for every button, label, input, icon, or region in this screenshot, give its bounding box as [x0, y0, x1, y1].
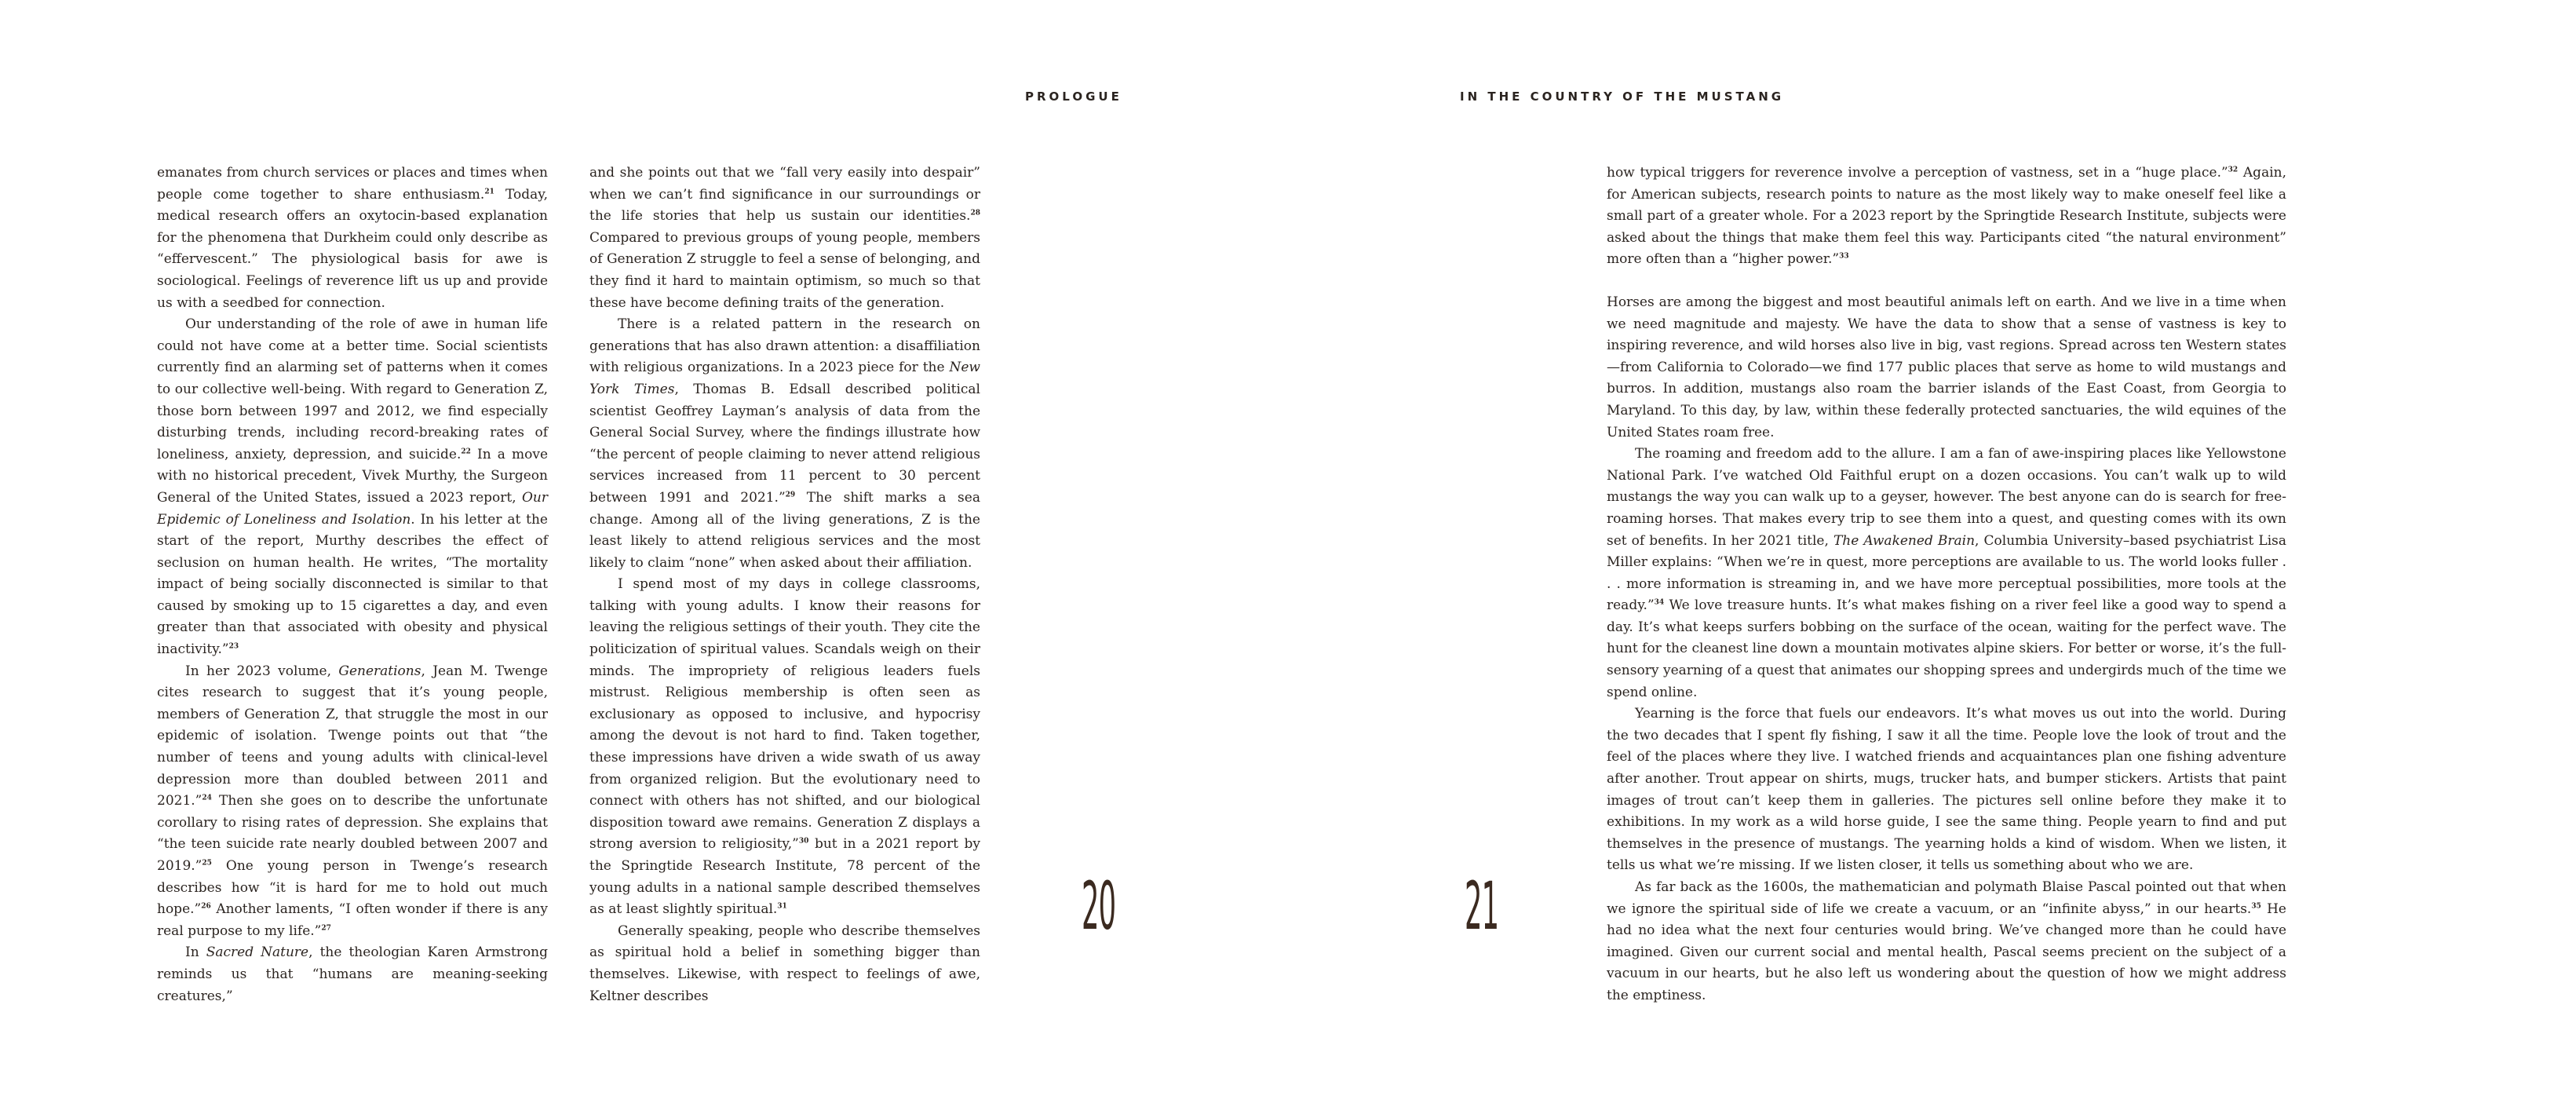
text-run: , Jean M. Twenge cites research to suggest that it’s young people, members of Generation Z, that struggle the most in our epidemic of isolation. Twenge points out that “the number of teens and young adults with clinical-level depression more than doubled between 2011 and 2021.” — [157, 663, 548, 809]
paragraph — [1607, 703, 2286, 877]
text-run: We love treasure hunts. It’s what makes fishing on a river feel like a good way to spend a day. It’s what keeps surfers bobbing on the surface of the ocean, waiting for the perfect wave. The hunt for the cleanest line down a mountain motivates alpine skiers. For better or worse, it’s the full-sensory yearning of a quest that animates our shopping sprees and undergirds much of the time we spend online. — [1607, 597, 2286, 700]
footnote-ref: 33 — [1839, 252, 1849, 261]
text-run: . In his letter at the start of the report, Murthy describes the effect of seclusion on human health. He writes, “The mortality impact of being socially disconnected is similar to that caused by smoking up to 15 cigarettes a day, and even greater than that associated with obesity and physical inactivity.” — [157, 511, 548, 658]
paragraph — [589, 574, 980, 921]
text-run: There is a related pattern in the research on generations that has also drawn attention: a disaffiliation with religious organizations. In a 2023 piece for the — [589, 316, 980, 376]
text-run: Horses are among the biggest and most beautiful animals left on earth. And we live in a time when we need magnitude and majesty. We have the data to show that a sense of vastness is key to inspiring reverence, and wild horses also live in big, vast regions. Spread across ten Western states—from California to Colorado—we find 177 public places that serve as home to wild mustangs and burros. In addition, mustangs also roam the barrier islands of the East Coast, from Georgia to Maryland. To this day, by law, within these federally protected sanctuaries, the wild equines of the United States roam free. — [1607, 294, 2286, 440]
page-number-right: 21 — [1465, 868, 1499, 944]
text-run: In — [185, 944, 206, 961]
footnote-ref: 24 — [202, 794, 212, 802]
running-head-left: PROLOGUE — [1025, 90, 1122, 104]
footnote-ref: 34 — [1654, 598, 1665, 607]
text-run: how typical triggers for reverence involve a perception of vastness, set in a “huge place.” — [1607, 165, 2228, 181]
text-run: , the theologian Karen Armstrong reminds us that “humans are meaning-seeking creatures,” — [157, 944, 548, 1004]
footnote-ref: 30 — [798, 837, 809, 846]
page-number-left: 20 — [1082, 868, 1116, 944]
paragraph — [1607, 877, 2286, 1007]
footnote-ref: 31 — [777, 902, 787, 911]
text-run: One young person in Twenge’s research describes how “it is hard for me to hold out much hope.” — [157, 858, 548, 918]
paragraph — [589, 314, 980, 574]
left-page-column-2 — [589, 163, 980, 1007]
paragraph — [157, 314, 548, 661]
paragraph — [157, 661, 548, 943]
text-run: , Columbia University–based psychiatrist Lisa Miller explains: “When we’re in quest, more perceptions are available to us. The world looks fuller . . . more information is streaming in, and we have more perceptual possibilities, more tools at the ready.” — [1607, 532, 2287, 614]
paragraph — [589, 163, 980, 314]
text-run: As far back as the 1600s, the mathematician and polymath Blaise Pascal pointed out that when we ignore the spiritual side of life we create a vacuum, or an “infinite abyss,” in our hearts. — [1607, 879, 2286, 917]
footnote-ref: 23 — [228, 642, 239, 651]
text-run: Yearning is the force that fuels our endeavors. It’s what moves us out into the world. During the two decades that I spent fly fishing, I saw it all the time. People love the look of trout and the feel of the places where they live. I watched friends and acquaintances plan one fishing adventure after another. Trout appear on shirts, mugs, trucker hats, and bumper stickers. Artists that paint images of trout can’t keep them in galleries. The pictures sell online before they make it to exhibitions. In my work as a wild horse guide, I see the same thing. People yearn to find and put themselves in the presence of mustangs. The yearning holds a kind of wisdom. When we listen, it tells us what we’re missing. If we listen closer, it tells us something about who we are. — [1607, 706, 2286, 874]
paragraph — [157, 942, 548, 1007]
footnote-ref: 27 — [321, 924, 331, 933]
footnote-ref: 29 — [785, 491, 796, 499]
text-run: In a move with no historical precedent, Vivek Murthy, the Surgeon General of the United States, issued a 2023 report, — [157, 446, 549, 506]
right-page-column — [1607, 163, 2286, 1007]
left-page-column-1 — [157, 163, 548, 1007]
text-run: Compared to previous groups of young people, members of Generation Z struggle to feel a sense of belonging, and they find it hard to maintain optimism, so much so that these have become defining traits of the generation. — [589, 229, 980, 311]
text-run: Our understanding of the role of awe in human life could not have come at a better time. Social scientists currently find an alarming set of patterns when it comes to our collective well-being. With regard to Generation Z, those born between 1997 and 2012, we find especially disturbing trends, including record-breaking rates of loneliness, anxiety, depression, and suicide. — [157, 316, 548, 462]
running-head-right: IN THE COUNTRY OF THE MUSTANG — [1460, 90, 1785, 104]
footnote-ref: 35 — [2251, 901, 2261, 910]
text-run: Another laments, “I often wonder if there is any real purpose to my life.” — [157, 901, 548, 939]
paragraph — [589, 921, 980, 1007]
footnote-ref: 25 — [202, 859, 212, 868]
text-run: He had no idea what the next four centuries would bring. We’ve changed more than he could have imagined. Given our current social and mental health, Pascal seems precient on the subject of a vacuum in our hearts, but he also left us wondering about the question of how we might address the emptiness. — [1607, 901, 2286, 1003]
footnote-ref: 26 — [201, 902, 211, 911]
text-run: Today, medical research offers an oxytocin-based explanation for the phenomena that Durkheim could only describe as “effervescent.” The physiological basis for awe is sociological. Feelings of reverence lift us up and provide us with a seedbed for connection. — [157, 186, 548, 311]
italic-title: The Awakened Brain — [1833, 532, 1976, 549]
paragraph — [157, 163, 548, 314]
text-run: The roaming and freedom add to the allure. I am a fan of awe-inspiring places like Yellowstone National Park. I’ve watched Old Faithful erupt on a dozen occasions. You can’t walk up to wild mustangs the way you can walk up to a geyser, however. The best anyone can do is search for free-roaming horses. That makes every trip to see them into a quest, and questing comes with its own set of benefits. In her 2021 title, — [1607, 446, 2286, 549]
text-run: Generally speaking, people who describe themselves as spiritual hold a belief in something bigger than themselves. Likewise, with respect to feelings of awe, Keltner describes — [589, 922, 980, 1004]
text-run: I spend most of my days in college classrooms, talking with young adults. I know their reasons for leaving the religious settings of their youth. They cite the politicization of spiritual values. Scandals weigh on their minds. The impropriety of religious leaders fuels mistrust. Religious membership is often seen as exclusionary as opposed to inclusive, and hypocrisy among the devout is not hard to find. Taken together, these impressions have driven a wide swath of us away from organized religion. But the evolutionary need to connect with others has not shifted, and our biological disposition toward awe remains. Generation Z displays a strong aversion to religiosity,” — [589, 576, 980, 853]
text-run: and she points out that we “fall very easily into despair” when we can’t find significance in our surroundings or the life stories that help us sustain our identities. — [589, 165, 980, 225]
footnote-ref: 28 — [970, 209, 980, 217]
text-run: , Thomas B. Edsall described political scientist Geoffrey Layman’s analysis of data from the General Social Survey, where the findings illustrate how “the percent of people claiming to never attend religious services increased from 11 percent to 30 percent between 1991 and 2021.” — [589, 381, 980, 506]
italic-title: Sacred Nature — [206, 944, 309, 961]
footnote-ref: 21 — [484, 187, 494, 195]
paragraph — [1607, 292, 2286, 444]
footnote-ref: 22 — [461, 448, 471, 456]
text-run: The shift marks a sea change. Among all of the living generations, Z is the least likely to attend religious services and the most likely to claim “none” when asked about their affiliation. — [589, 489, 980, 571]
italic-title: Our Epidemic of Loneliness and Isolation — [157, 489, 548, 528]
paragraph — [1607, 163, 2286, 271]
text-run: emanates from church services or places and times when people come together to share enthusiasm. — [157, 165, 548, 203]
italic-title: New York Times — [589, 360, 980, 397]
paragraph — [1607, 444, 2286, 703]
text-run: Again, for American subjects, research points to nature as the most likely way to make oneself feel like a small part of a greater whole. For a 2023 report by the Springtide Research Institute, subjects were asked about the things that make them feel this way. Participants cited “the natural environment” more often than a “higher power.” — [1607, 165, 2286, 268]
text-run: but in a 2021 report by the Springtide Research Institute, 78 percent of the young adults in a national sample described themselves as at least slightly spiritual. — [589, 836, 980, 918]
text-run: In her 2023 volume, — [185, 663, 339, 679]
text-run: Then she goes on to describe the unfortunate corollary to rising rates of depression. She explains that “the teen suicide rate nearly doubled between 2007 and 2019.” — [157, 793, 548, 874]
italic-title: Generations — [338, 663, 421, 679]
footnote-ref: 32 — [2228, 166, 2238, 174]
